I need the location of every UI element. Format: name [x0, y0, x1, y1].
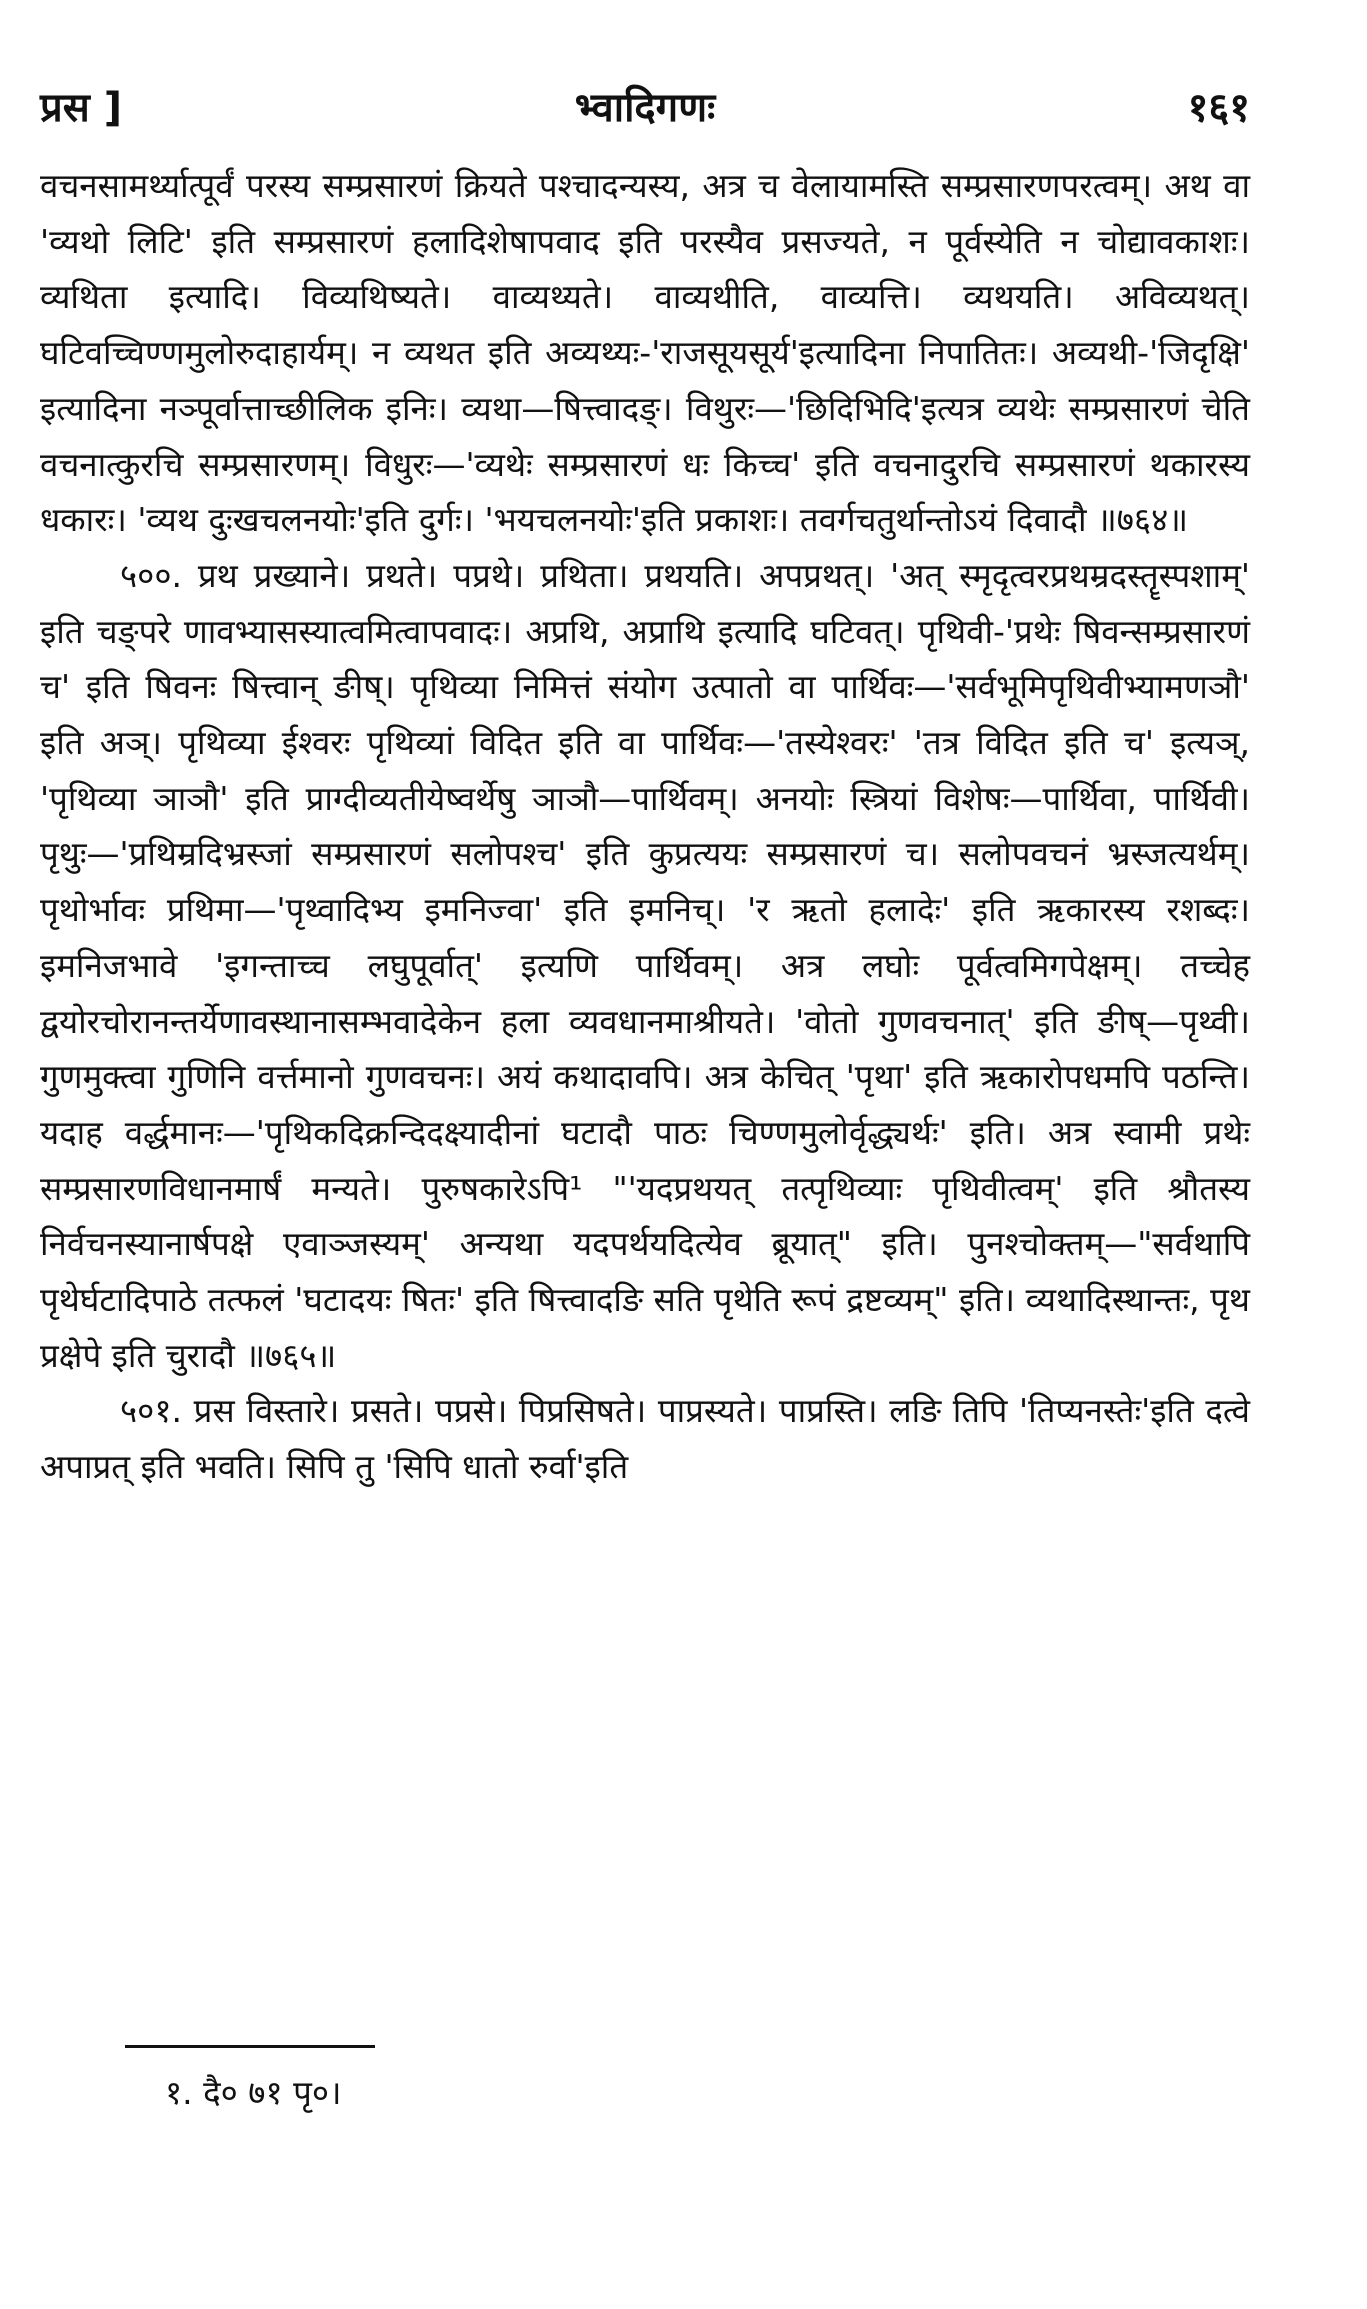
footnote-divider — [125, 2045, 375, 2048]
page-number: १६१ — [1187, 85, 1250, 131]
body-paragraph-continuation: वचनसामर्थ्यात्पूर्वं परस्य सम्प्रसारणं क्रियते पश्चादन्यस्य, अत्र च वेलायामस्ति सम्प्रसारणपरत्वम्। अथ वा 'व्यथो लिटि' इति सम्प्रसारणं हलादिशेषापवाद इति परस्यैव प्रसज्यते, न पूर्वस्येति न चोद्यावकाशः। व्यथिता इत्यादि। विव्यथिष्यते। वाव्यथ्यते। वाव्यथीति, वाव्यत्ति। व्यथयति। अविव्यथत्। घटिवच्चिण्णमुलोरुदाहार्यम्। न व्यथत इति अव्यथ्यः-'राजसूयसूर्य'इत्यादिना निपातितः। अव्यथी-'जिदृक्षि' इत्यादिना नञ्पूर्वात्ताच्छीलिक इनिः। व्यथा—षित्त्वादङ्। विथुरः—'छिदिभिदि'इत्यत्र व्यथेः सम्प्रसारणं चेति वचनात्कुरचि सम्प्रसारणम्। विधुरः—'व्यथेः सम्प्रसारणं धः किच्च' इति वचनादुरचि सम्प्रसारणं थकारस्य धकारः। 'व्यथ दुःखचलनयोः'इति दुर्गः। 'भयचलनयोः'इति प्रकाशः। तवर्गचतुर्थान्तोऽयं दिवादौ ॥७६४॥ — [40, 166, 1250, 540]
page-body — [40, 158, 1250, 1495]
header-title: भ्वादिगणः — [574, 85, 716, 131]
body-paragraph-entry-501: ५०१. प्रस विस्तारे। प्रसते। पप्रसे। पिप्रसिषते। पाप्रस्यते। पाप्रस्ति। लङि तिपि 'तिप्यनस्तेः'इति दत्वे अपाप्रत् इति भवति। सिपि तु 'सिपि धातो रुर्वा'इति — [40, 1391, 1250, 1487]
header-section-label: प्रस ] — [40, 85, 123, 131]
footnote: १. दै० ७१ पृ०। — [165, 2073, 342, 2112]
body-paragraph-entry-500: ५००. प्रथ प्रख्याने। प्रथते। पप्रथे। प्रथिता। प्रथयति। अपप्रथत्। 'अत् स्मृदृत्वरप्रथम्रदस्तॄस्पशाम्' इति चङ्परे णावभ्यासस्यात्वमित्वापवादः। अप्रथि, अप्राथि इत्यादि घटिवत्। पृथिवी-'प्रथेः षिवन्सम्प्रसारणं च' इति षिवनः षित्त्वान् ङीष्। पृथिव्या निमित्तं संयोग उत्पातो वा पार्थिवः—'सर्वभूमिपृथिवीभ्यामणञौ' इति अञ्। पृथिव्या ईश्वरः पृथिव्यां विदित इति वा पार्थिवः—'तस्येश्वरः' 'तत्र विदित इति च' इत्यञ्, 'पृथिव्या ञाञौ' इति प्राग्दीव्यतीयेष्वर्थेषु ञाञौ—पार्थिवम्। अनयोः स्त्रियां विशेषः—पार्थिवा, पार्थिवी। पृथुः—'प्रथिम्रदिभ्रस्जां सम्प्रसारणं सलोपश्च' इति कुप्रत्ययः सम्प्रसारणं च। सलोपवचनं भ्रस्जत्यर्थम्। पृथोर्भावः प्रथिमा—'पृथ्वादिभ्य इमनिज्वा' इति इमनिच्। 'र ऋतो हलादेः' इति ऋकारस्य रशब्दः। इमनिजभावे 'इगन्ताच्च लघुपूर्वात्' इत्यणि पार्थिवम्। अत्र लघोः पूर्वत्वमिगपेक्षम्। तच्चेह द्वयोरचोरानन्तर्येणावस्थानासम्भवादेकेन हला व्यवधानमाश्रीयते। 'वोतो गुणवचनात्' इति ङीष्—पृथ्वी। गुणमुक्त्वा गुणिनि वर्त्तमानो गुणवचनः। अयं कथादावपि। अत्र केचित् 'पृथा' इति ऋकारोपधमपि पठन्ति। यदाह वर्द्धमानः—'पृथिकदिक्रन्दिदक्ष्यादीनां घटादौ पाठः चिण्णमुलोर्वृद्ध्यर्थः' इति। अत्र स्वामी प्रथेः सम्प्रसारणविधानमार्षं मन्यते। पुरुषकारेऽपि¹ "'यदप्रथयत् तत्पृथिव्याः पृथिवीत्वम्' इति श्रौतस्य निर्वचनस्यानार्षपक्षे एवाञ्जस्यम्' अन्यथा यदपर्थयदित्येव ब्रूयात्" इति। पुनश्चोक्तम्—"सर्वथापि पृथेर्घटादिपाठे तत्फलं 'घटादयः षितः' इति षित्त्वादङि सति पृथेति रूपं द्रष्टव्यम्" इति। व्यथादिस्थान्तः, पृथ प्रक्षेपे इति चुरादौ ॥७६५॥ — [40, 555, 1250, 1375]
running-header — [40, 78, 1250, 138]
